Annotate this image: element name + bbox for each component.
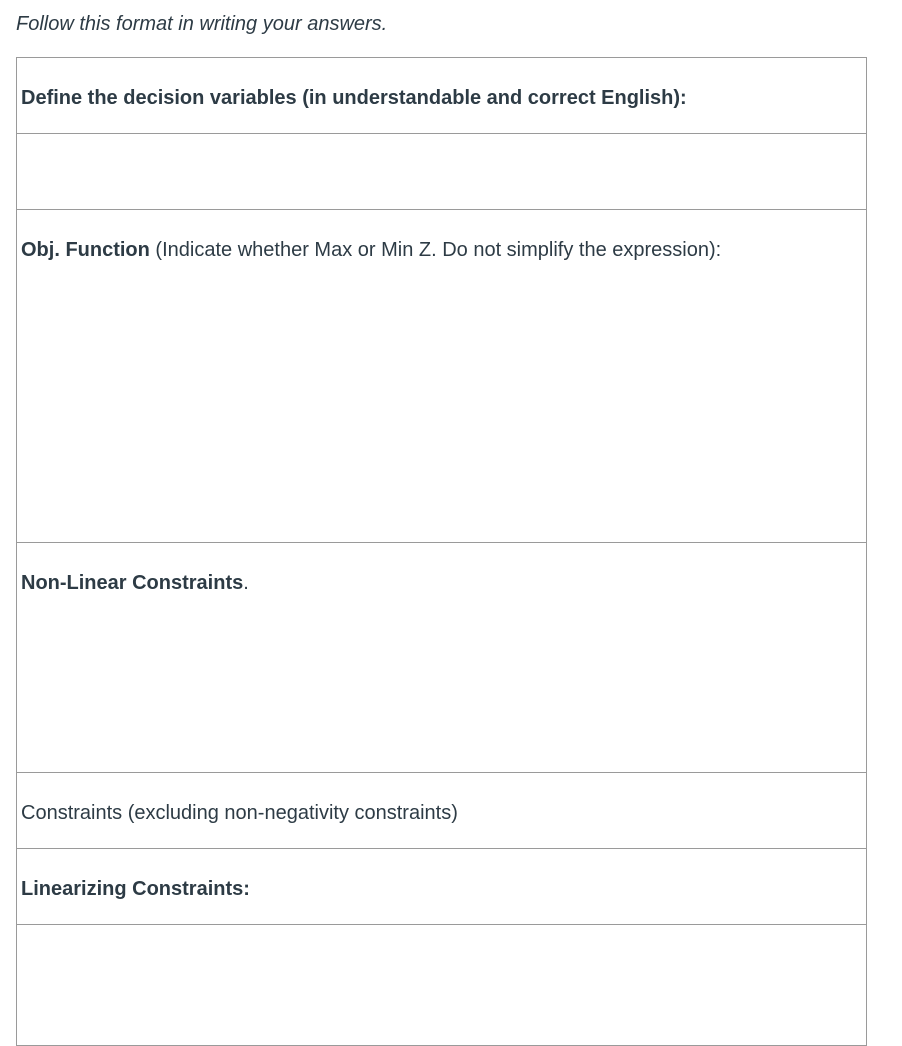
nonlinear-constraints-label-period: . <box>243 572 249 594</box>
constraints-label: Constraints (excluding non-negativity constraints) <box>21 802 458 824</box>
objective-function-cell <box>17 210 867 543</box>
define-variables-answer-cell <box>17 134 867 210</box>
nonlinear-constraints-cell <box>17 543 867 773</box>
objective-function-label-bold: Obj. Function <box>21 239 150 261</box>
answer-format-table <box>16 57 867 1046</box>
define-variables-label-cell <box>17 58 867 134</box>
instructions-text: Follow this format in writing your answers. <box>16 13 388 35</box>
table-row-objective-function <box>17 210 867 543</box>
objective-function-label <box>21 210 862 264</box>
table-row-nonlinear-constraints <box>17 543 867 773</box>
table-row-define-variables-answer <box>17 134 867 210</box>
objective-function-label-instructions: (Indicate whether Max or Min Z. Do not simplify the expression): <box>149 239 722 261</box>
table-row-constraints <box>17 773 867 849</box>
table-row-linearizing-constraints <box>17 849 867 925</box>
nonlinear-constraints-label <box>21 543 862 597</box>
nonlinear-constraints-label-bold: Non-Linear Constraints <box>21 572 244 594</box>
table-row-linearizing-answer <box>17 925 867 1046</box>
linearizing-constraints-label: Linearizing Constraints: <box>21 878 250 900</box>
constraints-cell <box>17 773 867 849</box>
table-row-define-variables <box>17 58 867 134</box>
linearizing-constraints-answer-cell <box>17 925 867 1046</box>
linearizing-constraints-cell <box>17 849 867 925</box>
define-variables-label: Define the decision variables (in understandable and correct English): <box>21 87 687 109</box>
